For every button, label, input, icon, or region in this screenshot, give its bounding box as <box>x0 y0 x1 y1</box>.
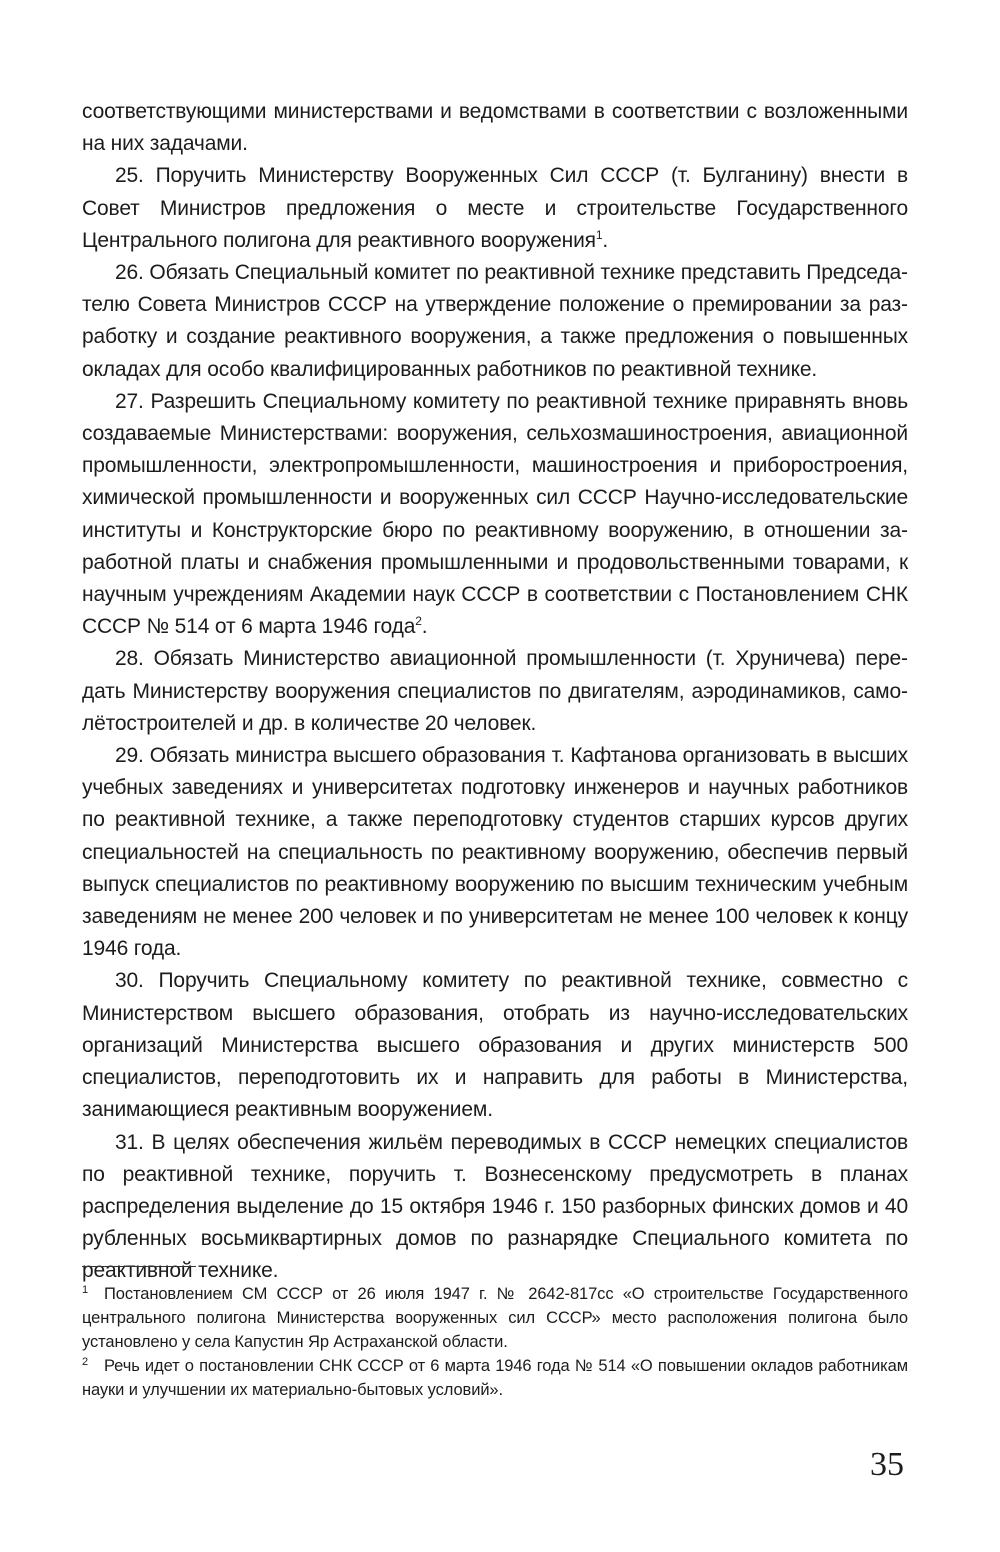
footnote-text: Речь идет о постановлении СНК СССР от 6 марта 1946 года № 514 «О повышении окладов работникам науки и улучшении их материально-бытовых условий». <box>82 1357 908 1399</box>
paragraph-item-29 <box>82 740 908 965</box>
page-body <box>82 96 908 1288</box>
paragraph-text: 29. Обязать министра высшего образования т. Кафтанова организовать в высших учебных заведениях и университетах подготовку инженеров и научных работников по реактивной технике, а также переподготовку студентов старших курсов других специальностей на специальность по реактивному вооружению, обеспечив первый выпуск специалистов по реактивному вооружению по высшим техническим учебным заведениям не менее 200 человек и по университетам не менее 100 человек к концу 1946 года. <box>82 744 908 961</box>
paragraph-tail: . <box>421 615 428 639</box>
paragraph-continuation <box>82 96 908 160</box>
paragraph-text: 31. В целях обеспечения жильём переводимых в СССР немецких специалистов по реактивной технике, поручить т. Вознесенскому предусмотреть в планах распределения выделение до 15 октября 1946 г. 150 разборных финских домов и 40 рубленных восьмиквартирных домов по разнарядке Специального комитета по реактивной технике. <box>82 1130 908 1283</box>
footnote-1: 1 Постановлением СМ СССР от 26 июля 1947 г. № 2642-817сс «О строительстве Государственного центрального полигона Министерства вооруженных сил СССР» место расположения полигона было установлено у села Капустин Яр Астраханской области. <box>82 1283 908 1351</box>
paragraph-text: соответствующими министерствами и ведомствами в соответствии с возложенными на них задачами. <box>82 100 908 156</box>
paragraph-text: 30. Поручить Специальному комитету по реактивной технике, совместно с Министерством высшего образования, отобрать из научно-исследовательских организаций Министерства высшего образования и других министерств 500 специалистов, переподготовить их и направить для работы в Министерства, занимающиеся реактивным вооружением. <box>82 969 908 1122</box>
footnotes <box>82 1282 908 1402</box>
paragraph-item-30 <box>82 965 908 1126</box>
paragraph-text: 26. Обязать Специальный комитет по реактивной технике представить Председателю Совета Министров СССР на утверждение положение о премировании за разработку и создание реактивного вооружения, а также предложения о повышенных окладах для особо квалифицированных работников по реактивной технике. <box>82 261 908 381</box>
paragraph-item-28 <box>82 643 908 740</box>
paragraph-text: 25. Поручить Министерству Вооруженных Сил СССР (т. Булганину) внести в Совет Министров предложения о месте и строительстве Государственного Центрального полигона для реактивного вооружения <box>82 164 908 252</box>
paragraph-tail: . <box>602 228 609 252</box>
paragraph-text: 28. Обязать Министерство авиационной промышленности (т. Хруничева) передать Министерству вооружения специалистов по двигателям, аэродинамиков, самолётостроителей и др. в количестве 20 человек. <box>82 647 908 735</box>
footnote-ref-2[interactable]: 2 <box>415 614 422 629</box>
footnote-text: Постановлением СМ СССР от 26 июля 1947 г. № 2642-817сс «О строительстве Государственного центрального полигона Министерства вооруженных сил СССР» место расположения полигона было установлено у села Капустин Яр Астраханской области. <box>82 1285 908 1351</box>
footnote-divider <box>82 1266 196 1267</box>
paragraph-item-31 <box>82 1127 908 1288</box>
paragraph-item-27 <box>82 386 908 644</box>
page-number: 35 <box>870 1446 904 1483</box>
footnote-ref-1[interactable]: 1 <box>595 227 603 242</box>
paragraph-item-26 <box>82 257 908 386</box>
paragraph-item-25 <box>82 160 908 257</box>
paragraph-text: 27. Разрешить Специальному комитету по реактивной технике приравнять вновь создаваемые Министерствами: вооружения, сельхозмашиностроения, авиационной промышленности, электропромышленности, машиностроения и приборостроения, химической промышленности и вооруженных сил СССР Научно-исследовательские институты и Конструкторские бюро по реактивному вооружению, в отношении заработной платы и снабжения промышленными и продовольственными товарами, к научным учреждениям Академии наук СССР в соответствии с Постановлением СНК СССР № 514 от 6 марта 1946 года <box>82 389 908 639</box>
footnote-2: 2 Речь идет о постановлении СНК СССР от 6 марта 1946 года № 514 «О повышении окладов работникам науки и улучшении их материально-бытовых условий». <box>82 1355 908 1399</box>
